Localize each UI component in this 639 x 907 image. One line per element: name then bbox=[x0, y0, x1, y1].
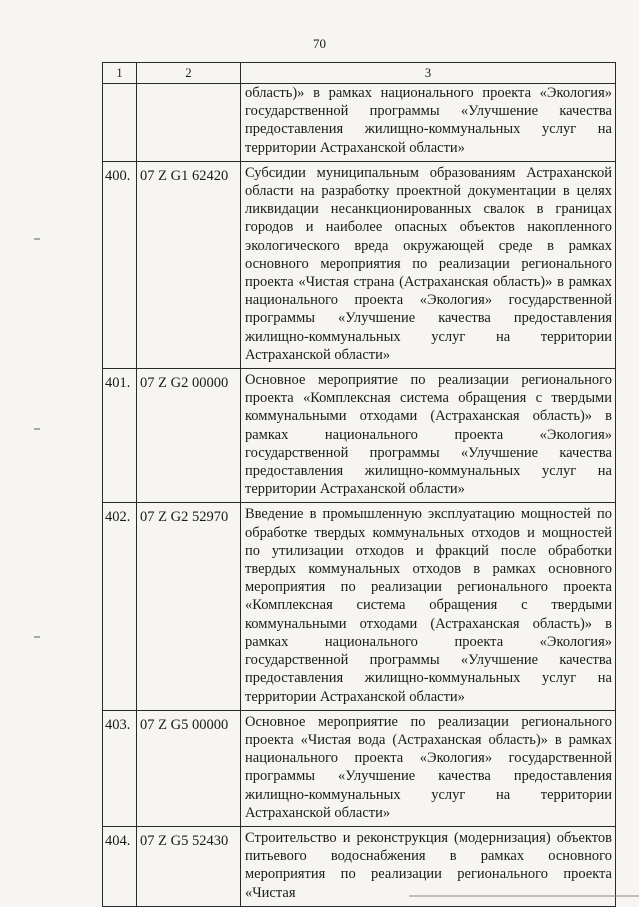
row-description: область)» в рамках национального проекта «Экология» государственной программы «Улучшение качества предоставления жилищно-коммунальных услуг на территории Астраханской области» bbox=[241, 84, 616, 162]
row-code: 07 Z G1 62420 bbox=[137, 161, 241, 368]
table-row bbox=[103, 161, 616, 368]
table-header-row bbox=[103, 63, 616, 84]
margin-mark bbox=[34, 636, 40, 638]
column-header-3: 3 bbox=[241, 63, 616, 84]
row-description: Строительство и реконструкция (модернизация) объектов питьевого водоснабжения в рамках основного мероприятия по реализации регионального проекта «Чистая bbox=[241, 826, 616, 906]
row-number: 403. bbox=[103, 710, 137, 826]
row-description: Субсидии муниципальным образованиям Астраханской области на разработку проектной документации в целях ликвидации несанкционированных свалок в границах городов и наиболее опасных объектов накопленного экологического вреда окружающей среде в рамках основного мероприятия по реализации регионального проекта «Чистая страна (Астраханская область)» в рамках национального проекта «Экология» государственной программы «Улучшение качества предоставления жилищно-коммунальных услуг на территории Астраханской области» bbox=[241, 161, 616, 368]
budget-classification-table bbox=[102, 62, 616, 907]
table-row bbox=[103, 710, 616, 826]
row-code: 07 Z G2 52970 bbox=[137, 503, 241, 710]
row-number bbox=[103, 84, 137, 162]
margin-mark bbox=[34, 238, 40, 240]
row-number: 401. bbox=[103, 369, 137, 503]
row-code: 07 Z G2 00000 bbox=[137, 369, 241, 503]
margin-mark bbox=[34, 428, 40, 430]
row-description: Основное мероприятие по реализации регионального проекта «Комплексная система обращения с твердыми коммунальными отходами (Астраханская область)» в рамках национального проекта «Экология» государственной программы «Улучшение качества предоставления жилищно-коммунальных услуг на территории Астраханской области» bbox=[241, 369, 616, 503]
row-description: Основное мероприятие по реализации регионального проекта «Чистая вода (Астраханская область)» в рамках национального проекта «Экология» государственной программы «Улучшение качества предоставления жилищно-коммунальных услуг на территории Астраханской области» bbox=[241, 710, 616, 826]
row-code: 07 Z G5 00000 bbox=[137, 710, 241, 826]
row-code bbox=[137, 84, 241, 162]
row-number: 400. bbox=[103, 161, 137, 368]
column-header-1: 1 bbox=[103, 63, 137, 84]
row-number: 404. bbox=[103, 826, 137, 906]
column-header-2: 2 bbox=[137, 63, 241, 84]
table-row bbox=[103, 84, 616, 162]
scan-edge-line bbox=[409, 895, 639, 897]
row-code: 07 Z G5 52430 bbox=[137, 826, 241, 906]
table-row bbox=[103, 369, 616, 503]
row-number: 402. bbox=[103, 503, 137, 710]
page-number: 70 bbox=[313, 36, 326, 51]
row-description: Введение в промышленную эксплуатацию мощностей по обработке твердых коммунальных отходов и мощностей по утилизации отходов и фракций после обработки твердых коммунальных отходов в рамках основного мероприятия по реализации регионального проекта «Комплексная система обращения с твердыми коммунальными отходами (Астраханская область)» в рамках национального проекта «Экология» государственной программы «Улучшение качества предоставления жилищно-коммунальных услуг на территории Астраханской области» bbox=[241, 503, 616, 710]
table-row bbox=[103, 503, 616, 710]
